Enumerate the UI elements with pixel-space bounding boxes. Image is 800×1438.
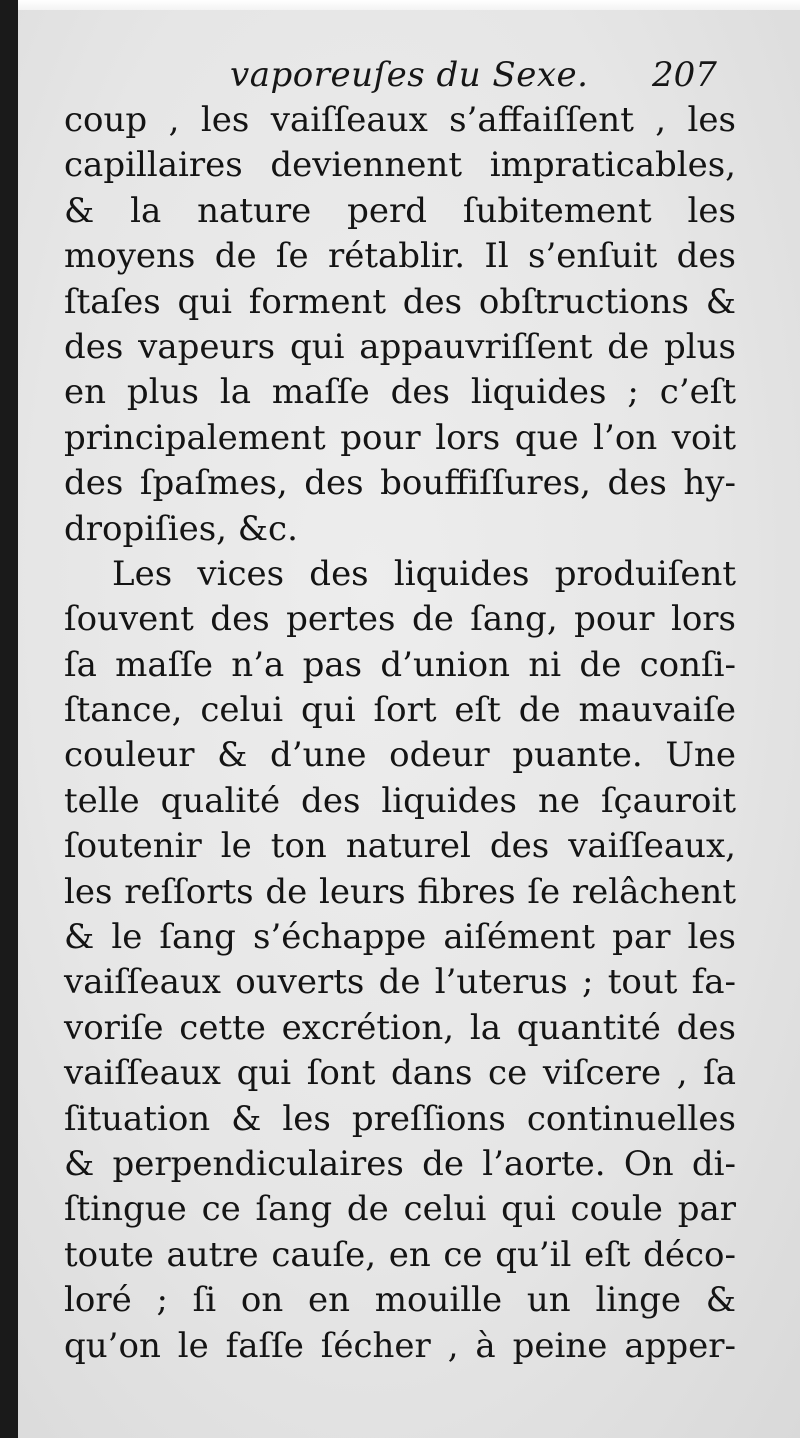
page-top-edge [0, 0, 800, 10]
text-line: vaiſſeaux qui ſont dans ce viſcere , ſa [64, 1053, 736, 1094]
paragraph-start-line: Les vices des liquides produiſent [112, 553, 736, 594]
text-line: telle qualité des liquides ne ſçauroit [64, 780, 736, 821]
text-line: & la nature perd ſubitement les [64, 190, 736, 231]
text-line: capillaires deviennent impraticables, [64, 145, 736, 186]
text-line: en plus la maſſe des liquides ; c’eſt [64, 372, 736, 413]
text-line: voriſe cette excrétion, la quantité des [64, 1007, 736, 1048]
text-line: principalement pour lors que l’on voit [64, 417, 736, 458]
text-line: ſtance, celui qui ſort eſt de mauvaiſe [64, 690, 736, 731]
text-line: ſoutenir le ton naturel des vaiſſeaux, [64, 826, 736, 867]
text-line: & le ſang s’échappe aiſément par les [64, 917, 736, 958]
text-line: loré ; ſi on en mouille un linge & [64, 1280, 736, 1321]
text-line: toute autre cauſe, en ce qu’il eſt déco- [64, 1234, 736, 1275]
text-line: vaiſſeaux ouverts de l’uterus ; tout fa- [64, 962, 736, 1003]
text-line: ſouvent des pertes de ſang, pour lors [64, 599, 736, 640]
book-gutter-edge [0, 0, 18, 1438]
text-line: qu’on le faſſe ſécher , à peine apper- [64, 1325, 736, 1366]
text-line: couleur & d’une odeur puante. Une [64, 735, 736, 776]
paragraph-end-line: dropiſies, &c. [64, 508, 298, 549]
text-line: des ſpaſmes, des bouffiſſures, des hy- [64, 463, 736, 504]
text-line: ſituation & les preſſions continuelles [64, 1098, 736, 1139]
text-line: les reſſorts de leurs fibres ſe relâchent [64, 871, 736, 912]
page-number: 207 [652, 55, 717, 95]
text-line: des vapeurs qui appauvriſſent de plus [64, 326, 736, 367]
text-line: ſtaſes qui forment des obſtructions & [64, 281, 736, 322]
text-line: coup , les vaiſſeaux s’affaiſſent , les [64, 100, 736, 140]
text-line: ſtingue ce ſang de celui qui coule par [64, 1189, 736, 1230]
text-line: moyens de ſe rétablir. Il s’enſuit des [64, 236, 736, 277]
text-line: ſa maſſe n’a pas d’union ni de conſi- [64, 644, 736, 685]
text-line: & perpendiculaires de l’aorte. On di- [64, 1143, 736, 1184]
running-head-title: vaporeuſes du Sexe. [230, 55, 589, 95]
body-text [64, 98, 736, 1369]
